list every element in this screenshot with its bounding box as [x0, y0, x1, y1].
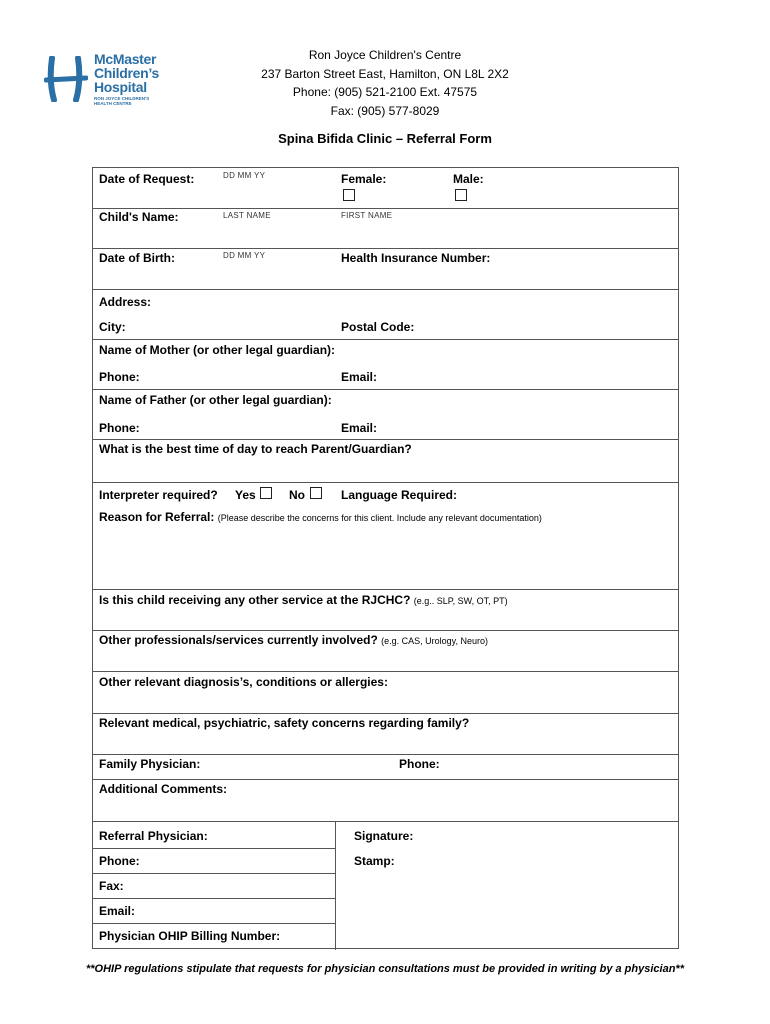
- signature-label: Signature:: [354, 829, 414, 843]
- mother-phone-label: Phone:: [99, 370, 140, 384]
- other-prof-label: Other professionals/services currently involved?: [99, 633, 378, 647]
- father-phone-label: Phone:: [99, 421, 140, 435]
- date-of-birth-format: DD MM YY: [223, 251, 266, 260]
- form-title: Spina Bifida Clinic – Referral Form: [278, 131, 492, 146]
- other-service-label: Is this child receiving any other service at the RJCHC?: [99, 593, 411, 607]
- header-address: 237 Barton Street East, Hamilton, ON L8L 2X2: [261, 66, 509, 81]
- best-time-label: What is the best time of day to reach Parent/Guardian?: [99, 442, 412, 456]
- diagnosis-label: Other relevant diagnosis’s, conditions or allergies:: [99, 675, 388, 689]
- reason-label: Reason for Referral:: [99, 510, 215, 524]
- male-label: Male:: [453, 172, 484, 186]
- other-professionals: [99, 633, 488, 647]
- header-centre: Ron Joyce Children's Centre: [308, 48, 462, 62]
- first-name-hint: FIRST NAME: [341, 211, 393, 220]
- interpreter-no-label: No: [289, 488, 305, 502]
- referral-physician-label: Referral Physician:: [99, 829, 208, 843]
- ohip-billing-label: Physician OHIP Billing Number:: [99, 929, 281, 943]
- father-name-label: Name of Father (or other legal guardian):: [99, 393, 332, 407]
- interpreter-yes-label: Yes: [235, 488, 256, 502]
- female-checkbox[interactable]: [343, 189, 355, 201]
- date-of-request-format: DD MM YY: [223, 171, 266, 180]
- logo-mark-icon: [44, 56, 88, 102]
- postal-code-label: Postal Code:: [341, 320, 415, 334]
- physician-email-label: Email:: [99, 904, 136, 918]
- father-email-label: Email:: [341, 421, 378, 435]
- address-label: Address:: [99, 295, 152, 309]
- date-of-request-label: Date of Request:: [99, 172, 195, 186]
- medical-concerns-label: Relevant medical, psychiatric, safety concerns regarding family?: [99, 716, 470, 730]
- referral-form: [92, 167, 679, 949]
- health-insurance-label: Health Insurance Number:: [341, 251, 491, 265]
- family-physician-phone-label: Phone:: [399, 757, 440, 771]
- interpreter-yes-checkbox[interactable]: [260, 487, 272, 499]
- date-of-birth-label: Date of Birth:: [99, 251, 175, 265]
- interpreter-label: Interpreter required?: [99, 488, 218, 502]
- physician-phone-label: Phone:: [99, 854, 140, 868]
- female-label: Female:: [341, 172, 387, 186]
- logo-line1: McMaster: [94, 51, 157, 67]
- city-label: City:: [99, 320, 126, 334]
- language-required-label: Language Required:: [341, 488, 458, 502]
- male-checkbox[interactable]: [455, 189, 467, 201]
- additional-comments-label: Additional Comments:: [99, 782, 227, 796]
- physician-fax-label: Fax:: [99, 879, 124, 893]
- reason-note: (Please describe the concerns for this client. Include any relevant documentation): [217, 513, 542, 523]
- other-prof-note: (e.g. CAS, Urology, Neuro): [381, 636, 488, 646]
- childs-name-label: Child's Name:: [99, 210, 179, 224]
- last-name-hint: LAST NAME: [223, 211, 271, 220]
- hospital-logo: [44, 52, 174, 114]
- reason-for-referral: [99, 510, 542, 524]
- logo-line2: Children’s: [94, 65, 159, 81]
- mother-name-label: Name of Mother (or other legal guardian):: [99, 343, 336, 357]
- header-fax: Fax: (905) 577-8029: [330, 103, 440, 118]
- family-physician-label: Family Physician:: [99, 757, 201, 771]
- logo-line3: Hospital: [94, 79, 147, 95]
- stamp-label: Stamp:: [354, 854, 395, 868]
- interpreter-no-checkbox[interactable]: [310, 487, 322, 499]
- ohip-footer-note: **OHIP regulations stipulate that requests for physician consultations must be provided in writing by a physician**: [86, 963, 684, 975]
- other-service-note: (e.g.. SLP, SW, OT, PT): [413, 596, 508, 606]
- other-service: [99, 593, 508, 607]
- logo-line4: RON JOYCE CHILDREN’S HEALTH CENTRE: [94, 96, 150, 106]
- header-address-block: [230, 46, 540, 120]
- header-phone: Phone: (905) 521-2100 Ext. 47575: [292, 85, 478, 99]
- mother-email-label: Email:: [341, 370, 378, 384]
